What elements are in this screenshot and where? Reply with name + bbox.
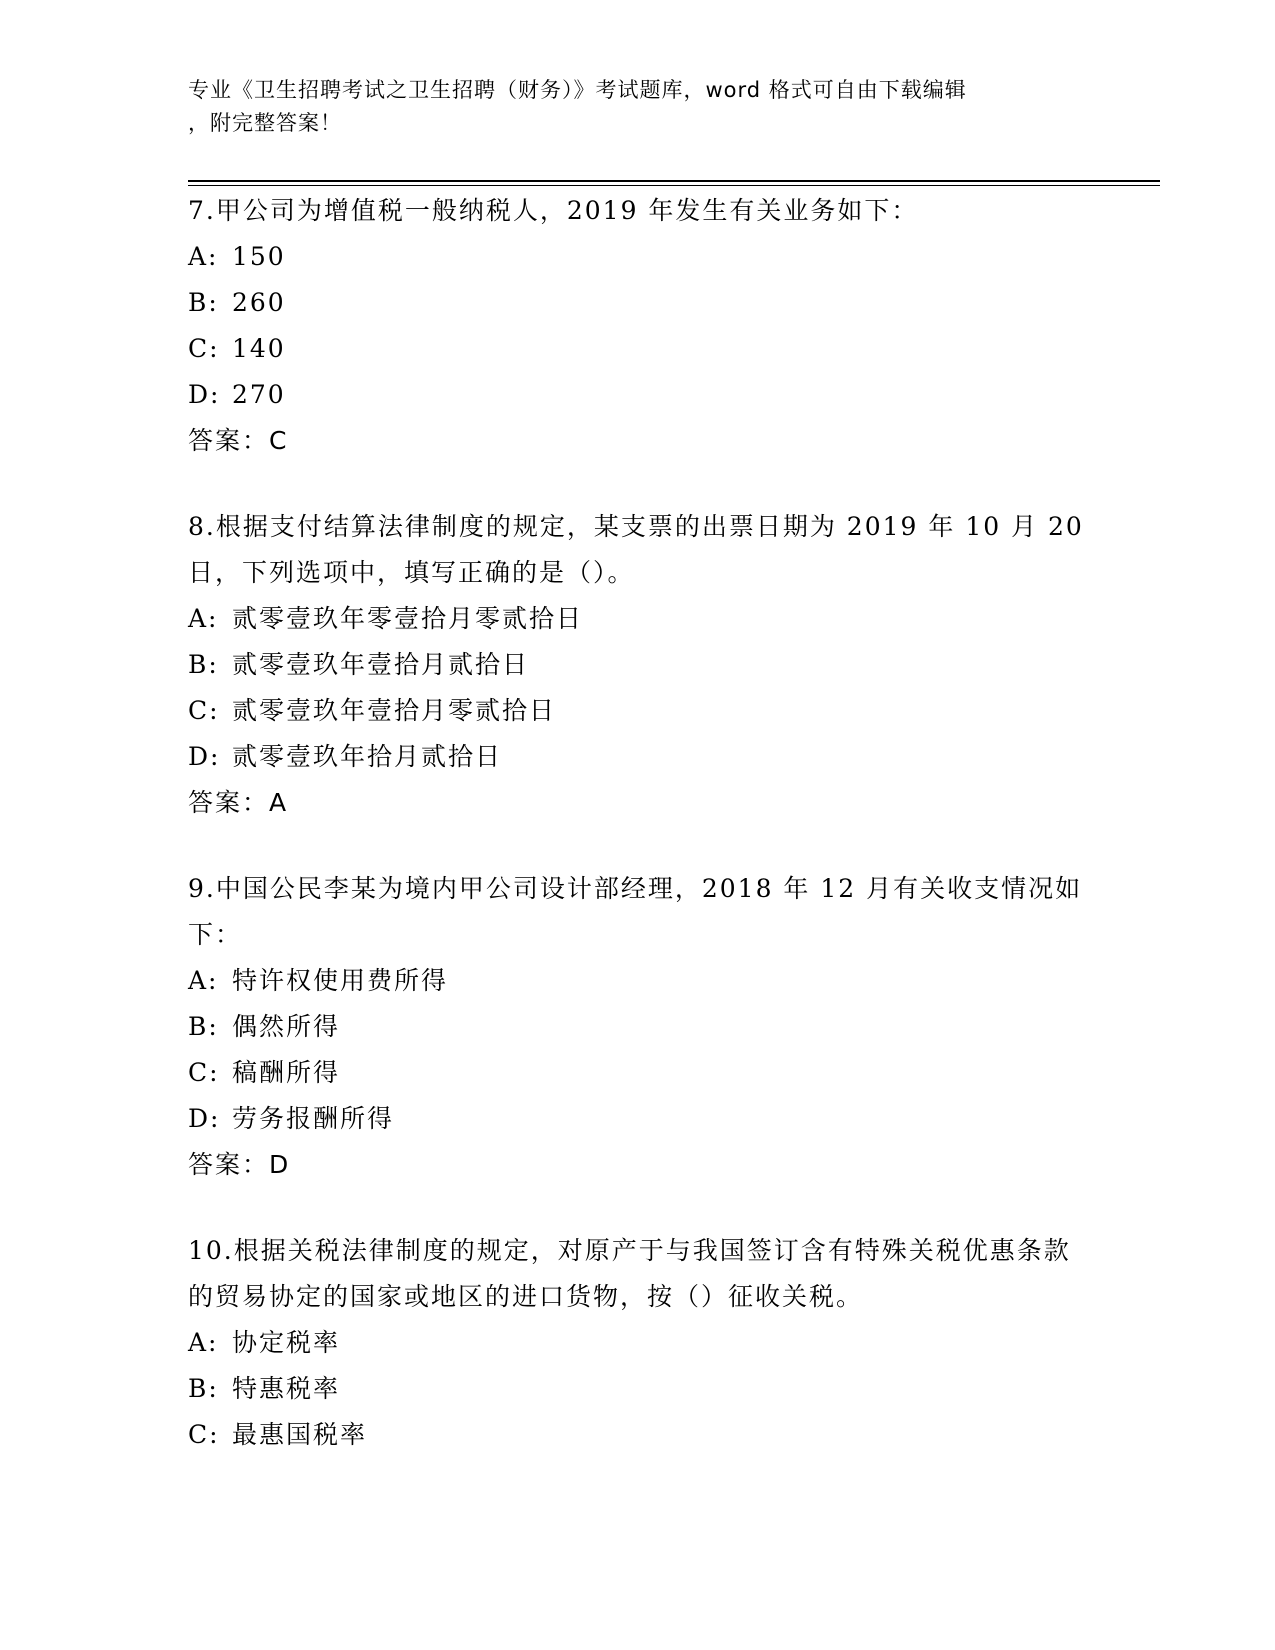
option-key: D: bbox=[188, 742, 221, 771]
option-text: 偶然所得 bbox=[232, 1012, 341, 1041]
option-text: 劳务报酬所得 bbox=[232, 1104, 395, 1133]
option-b bbox=[188, 280, 1088, 326]
option-text: 270 bbox=[232, 380, 286, 409]
option-text: 140 bbox=[232, 334, 286, 363]
option-text: 最惠国税率 bbox=[232, 1420, 368, 1449]
option-key: B: bbox=[188, 288, 219, 317]
option-c bbox=[188, 326, 1088, 372]
option-key: A: bbox=[188, 1328, 219, 1357]
question-list bbox=[188, 188, 1088, 1498]
option-key: B: bbox=[188, 1012, 219, 1041]
option-key: C: bbox=[188, 1420, 220, 1449]
option-key: A: bbox=[188, 242, 219, 271]
option-text: 稿酬所得 bbox=[232, 1058, 341, 1087]
option-c bbox=[188, 1050, 1088, 1096]
option-text: 260 bbox=[232, 288, 286, 317]
option-text: 贰零壹玖年壹拾月零贰拾日 bbox=[232, 696, 557, 725]
option-a bbox=[188, 596, 1088, 642]
question-text: 9.中国公民李某为境内甲公司设计部经理，2018 年 12 月有关收支情况如下： bbox=[188, 874, 1083, 949]
option-a bbox=[188, 1320, 1088, 1366]
option-a bbox=[188, 234, 1088, 280]
header-divider-thick bbox=[188, 180, 1160, 182]
option-d bbox=[188, 734, 1088, 780]
option-a bbox=[188, 958, 1088, 1004]
option-text: 特许权使用费所得 bbox=[232, 966, 449, 995]
question-7 bbox=[188, 188, 1088, 464]
option-b bbox=[188, 1004, 1088, 1050]
option-key: A: bbox=[188, 966, 219, 995]
question-8 bbox=[188, 504, 1088, 826]
option-c bbox=[188, 1412, 1088, 1458]
answer-line: 答案：D bbox=[188, 1150, 291, 1179]
option-key: C: bbox=[188, 696, 220, 725]
question-9 bbox=[188, 866, 1088, 1188]
answer-line: 答案：A bbox=[188, 788, 289, 817]
header-line-1: 专业《卫生招聘考试之卫生招聘（财务）》考试题库，word 格式可自由下载编辑 bbox=[188, 78, 967, 102]
question-10 bbox=[188, 1228, 1088, 1458]
question-text: 10.根据关税法律制度的规定，对原产于与我国签订含有特殊关税优惠条款的贸易协定的国家或地区的进口货物，按（）征收关税。 bbox=[188, 1236, 1071, 1311]
option-text: 贰零壹玖年拾月贰拾日 bbox=[232, 742, 503, 771]
option-key: C: bbox=[188, 334, 220, 363]
option-text: 150 bbox=[232, 242, 286, 271]
option-key: B: bbox=[188, 650, 219, 679]
option-key: D: bbox=[188, 1104, 221, 1133]
question-text: 7.甲公司为增值税一般纳税人，2019 年发生有关业务如下： bbox=[188, 196, 919, 225]
option-key: B: bbox=[188, 1374, 219, 1403]
option-c bbox=[188, 688, 1088, 734]
option-text: 贰零壹玖年壹拾月贰拾日 bbox=[232, 650, 530, 679]
option-b bbox=[188, 642, 1088, 688]
header-line-2: ，附完整答案！ bbox=[188, 111, 342, 135]
option-key: A: bbox=[188, 604, 219, 633]
option-key: C: bbox=[188, 1058, 220, 1087]
option-d bbox=[188, 372, 1088, 418]
option-d bbox=[188, 1096, 1088, 1142]
header-divider-thin bbox=[188, 185, 1160, 186]
option-text: 特惠税率 bbox=[232, 1374, 341, 1403]
document-header bbox=[188, 74, 1088, 140]
answer-line: 答案：C bbox=[188, 426, 289, 455]
option-b bbox=[188, 1366, 1088, 1412]
option-key: D: bbox=[188, 380, 221, 409]
question-text: 8.根据支付结算法律制度的规定，某支票的出票日期为 2019 年 10 月 20 日，下列选项中，填写正确的是（）。 bbox=[188, 512, 1084, 587]
option-text: 贰零壹玖年零壹拾月零贰拾日 bbox=[232, 604, 584, 633]
option-text: 协定税率 bbox=[232, 1328, 341, 1357]
